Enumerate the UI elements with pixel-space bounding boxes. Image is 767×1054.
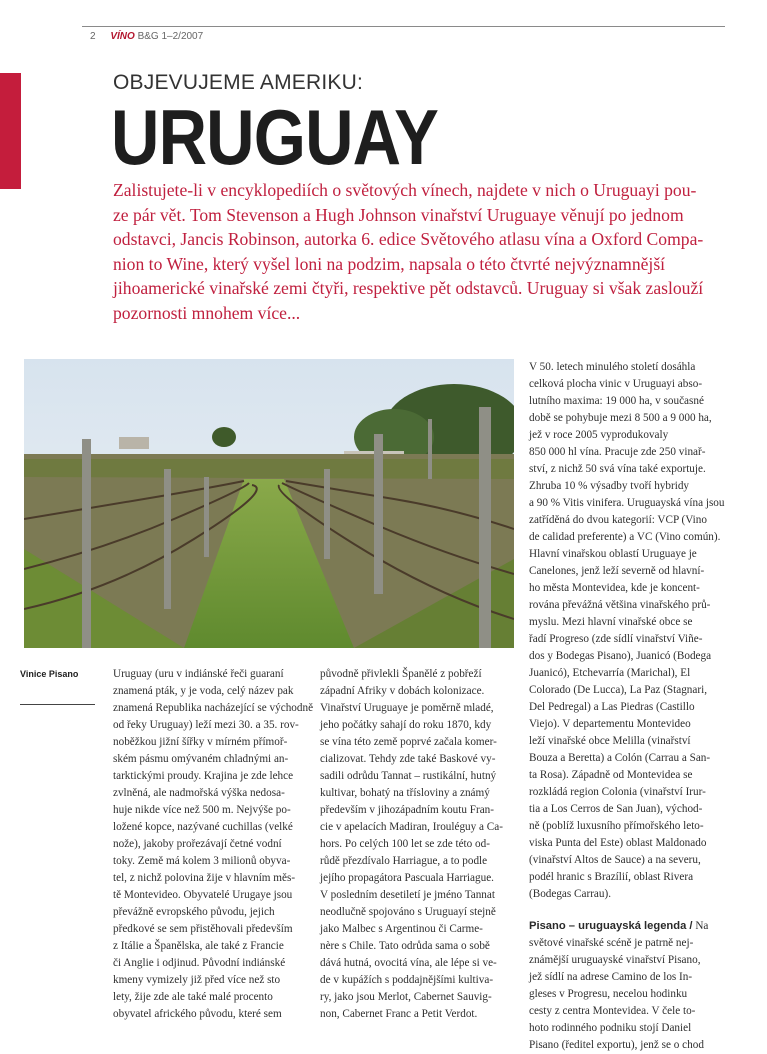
body-line: hors. Po celých 100 let se zde této od- [320,838,490,850]
accent-bar [0,73,21,189]
body-line: podél hranic s Brazílií, oblast Rivera [529,871,694,883]
body-line: dos y Bodegas Pisano), Juanicó (Bodega [529,650,712,662]
lead-line: Zalistujete-li v encyklopediích o světových vínech, najdete v nich o Uruguayi pou- [113,180,697,200]
body-column-1 [113,666,314,1023]
lead-line: ze pár vět. Tom Stevenson a Hugh Johnson vinařství Uruguaye věnují po jednom [113,204,684,225]
body-line: Viejo). V departementu Montevideo [529,718,691,730]
caption-rule [20,704,95,705]
body-line: ta Rosa). Západně od Montevidea se [529,769,693,781]
body-line: ském pásmu omývaném chladnými an- [113,753,289,765]
body-line: Bouza a Beretta) a Colón (Carrau a San- [529,752,711,764]
body-line: (vinařství Altos de Sauce) a na severu, [529,854,701,866]
body-line: neodlučně spojováno s Uruguayí stejně [320,906,496,918]
body-line: myslu. Mezi hlavní vinařské obce se [529,616,693,628]
body-line: a 90 % Vitis vinifera. Uruguayská vína jsou [529,497,725,509]
body-line: ství, z nichž 50 svá vína také exportuje. [529,463,706,475]
body-line: jež v roce 2005 vyprodukovaly [529,429,669,441]
lead-line: jihoamerické vinařské zemi čtyři, respektive pět odstavců. Uruguay si však zaslouží [113,278,704,299]
body-line: hoto rodinného podniku stojí Daniel [529,1022,692,1034]
body-line: tel, z nichž polovina žije v hlavním měs- [113,872,296,884]
lead-line: nion to Wine, který vyšel loni na podzim, napsala o této čtvrté nejvýznamnější [113,253,666,274]
lead-line: odstavci, Jancis Robinson, autorka 6. edice Světového atlasu vína a Oxford Compa- [113,229,704,250]
body-line: jež sídlí na adrese Camino de los In- [529,971,693,983]
body-line: 850 000 hl vína. Pracuje zde 250 vinař- [529,446,706,458]
issue-label: B&G 1–2/2007 [137,31,204,42]
body-line: především v jihozápadním koutu Fran- [320,804,494,816]
body-line: V posledním desetiletí je jméno Tannat [320,889,495,901]
section-subhead: Pisano – uruguayská legenda / [529,920,693,932]
body-line: původně přivlekli Španělé z pobřeží [320,668,482,680]
body-line: tě Montevideo. Obyvatelé Urugaye jsou [113,889,293,901]
body-line: leží vinařské obce Melilla (vinařství [529,735,691,747]
article-kicker: OBJEVUJEME AMERIKU: [113,71,364,94]
subhead-continuation: Na [692,920,709,932]
header-rule [82,26,725,27]
photo-caption: Vinice Pisano [20,669,79,679]
body-line: Uruguay (uru v indiánské řeči guaraní [113,668,284,680]
body-line: ně (poblíž luxusního přímořského leto- [529,820,704,832]
body-line: kmeny vymizely již před více než sto [113,974,281,986]
body-line: světové vinařské scéně je patrně nej- [529,937,694,949]
body-line: de calidad preferente) a VC (Vino común). [529,531,721,543]
body-line: nère s Chile. Tato odrůda sama o sobě [320,940,490,952]
body-line: západní Afriky v dobách kolonizace. [320,685,485,697]
body-line: Vinařství Uruguaye je poměrně mladé, [320,702,494,714]
body-line: V 50. letech minulého století dosáhla [529,361,696,373]
body-line: de v kupážích s poddajnějšími kultiva- [320,974,494,986]
article-lead [113,178,725,326]
body-line: jeho počátky sahají do roku 1870, kdy [320,719,492,731]
body-line: lutního maxima: 19 000 ha, v současné [529,395,704,407]
body-line: řadí Progreso (zde sídlí vinařství Viñe- [529,633,703,645]
page-number: 2 [90,31,96,42]
body-line: tarktickými proudy. Krajina je zde lehce [113,770,294,782]
body-line: od řeky Uruguay) leží mezi 30. a 35. rov- [113,719,299,731]
running-header [90,31,203,42]
body-line: známější uruguayské vinařství Pisano, [529,954,701,966]
body-line: Juanicó), Etchevarría (Marichal), El [529,667,691,679]
body-line: gleses v Progresu, necelou hodinku [529,988,688,1000]
body-line: době se pohybuje mezi 8 500 a 9 000 ha, [529,412,712,424]
body-line: znamená pták, y je voda, celý název pak [113,685,294,697]
body-line: obyvatel afrického původu, které sem [113,1008,282,1020]
body-line: jako Malbec s Argentinou či Carme- [320,923,483,935]
article-title: URUGUAY [111,93,438,181]
body-column-3 [529,359,725,1054]
body-line: rována převážná většina vinařského prů- [529,599,711,611]
body-line: non, Cabernet Franc a Petit Verdot. [320,1008,478,1020]
body-line: sadili odrůdu Tannat – rustikální, hutný [320,770,497,782]
body-line: huje nikde více než 500 m. Nejvýše po- [113,804,291,816]
body-line: růdě přezdívalo Harriague, a to podle [320,855,488,867]
magazine-brand: VÍNO [110,31,135,42]
body-line: cesty z centra Montevidea. V čele to- [529,1005,696,1017]
body-line: převážně evropského původu, jejich [113,906,275,918]
body-column-2 [320,666,515,1023]
body-line: rozkládá region Colonia (vinařství Irur- [529,786,706,798]
body-line: toky. Země má kolem 3 milionů obyva- [113,855,291,867]
body-line: z Itálie a Španělska, ale také z Francie [113,940,284,952]
body-line: předkové se sem přistěhovali především [113,923,293,935]
body-line: cie v apelacích Madiran, Irouléguy a Ca- [320,821,503,833]
body-line: lety, žije zde ale také malé procento [113,991,273,1003]
body-line: ho města Montevidea, kde je koncent- [529,582,700,594]
body-line: znamená Republika nacházející se východně [113,702,314,714]
body-line: celková plocha vinic v Uruguayi abso- [529,378,703,390]
body-line: viska Punta del Este) oblast Maldonado [529,837,707,849]
lead-line: pozornosti mnohem více... [113,302,301,323]
body-line: (Bodegas Carrau). [529,888,612,900]
body-line: dává hutná, ovocitá vína, ale lépe si ve- [320,957,497,969]
body-line: Canelones, jenž leží severně od hlavní- [529,565,705,577]
body-line: ložené kopce, nazývané cuchillas (velké [113,821,293,833]
body-line: cializovat. Tehdy zde také Baskové vy- [320,753,496,765]
body-line: ry, jako jsou Merlot, Cabernet Sauvig- [320,991,492,1003]
body-line: nože), jakoby prořezávají četné vodní [113,838,282,850]
body-line: Zhruba 10 % výsadby tvoří hybridy [529,480,690,492]
body-line: zvlněná, ale nadmořská výška nedosa- [113,787,285,799]
body-line: Colorado (De Lucca), La Paz (Stagnari, [529,684,707,696]
body-line: se vína této země poprvé začala komer- [320,736,497,748]
body-line: tia a Los Cerros de San Juan), východ- [529,803,703,815]
body-line: zatříděná do dvou kategorií: VCP (Vino [529,514,707,526]
body-line: Hlavní vinařskou oblastí Uruguaye je [529,548,697,560]
body-line: kultivar, bohatý na třísloviny a známý [320,787,490,799]
body-line: Del Pedregal) a Las Piedras (Castillo [529,701,695,713]
body-line: noběžkou jižní šířky v mírném přímoř- [113,736,288,748]
body-line: či Anglie i odjinud. Původní indiánské [113,957,286,969]
vineyard-photo [24,359,514,648]
body-line: Pisano (ředitel exportu), jenž se o chod [529,1039,704,1051]
body-line: jejího propagátora Pascuala Harriague. [320,872,494,884]
